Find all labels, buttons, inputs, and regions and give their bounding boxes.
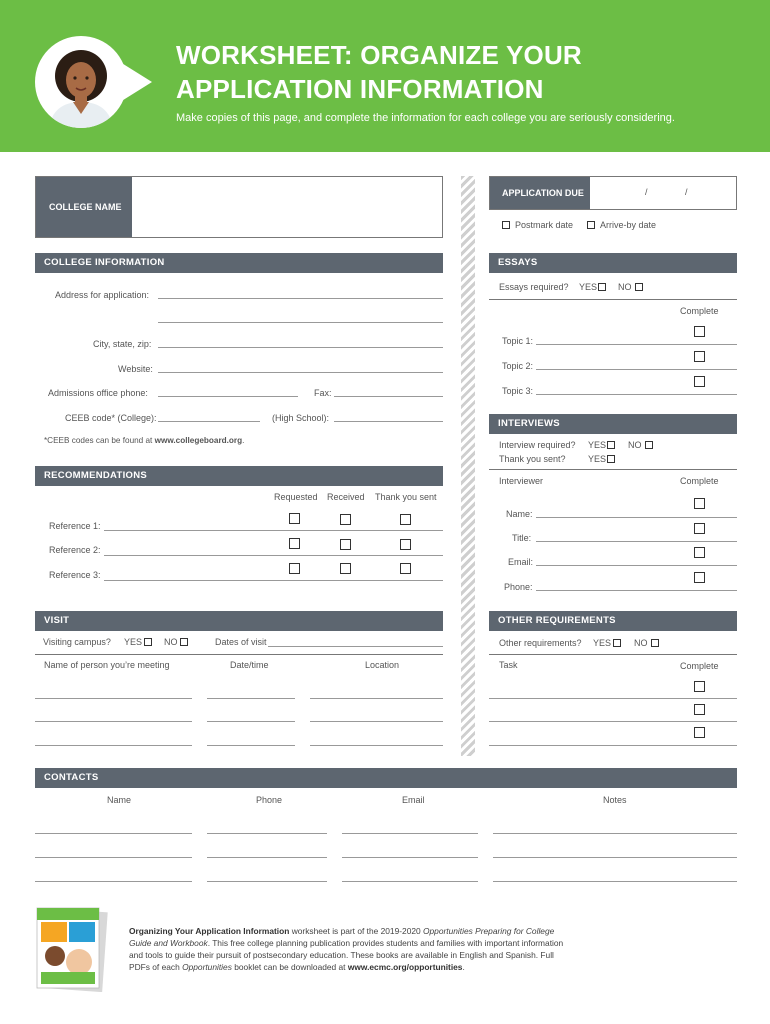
ref3-thanks-checkbox[interactable] [400, 563, 411, 574]
college-info-heading: COLLEGE INFORMATION [35, 253, 443, 273]
visit-datetime-line[interactable] [207, 721, 295, 722]
interviewer-phone-checkbox[interactable] [694, 572, 705, 583]
contact-phone-line[interactable] [207, 833, 327, 834]
fax-line[interactable] [334, 396, 443, 397]
interviewer-title-label: Title: [512, 533, 532, 543]
col-received: Received [327, 492, 365, 502]
col-person: Name of person you’re meeting [44, 660, 170, 670]
topic-2-label: Topic 2: [502, 361, 534, 371]
essays-heading: ESSAYS [489, 253, 737, 273]
task-checkbox[interactable] [694, 704, 705, 715]
reference-2-label: Reference 2: [49, 545, 101, 555]
interviewer-title-checkbox[interactable] [694, 523, 705, 534]
reference-3-label: Reference 3: [49, 570, 101, 580]
hatched-divider [461, 176, 475, 756]
interviewer-name-label: Name: [506, 509, 533, 519]
contact-phone-line[interactable] [207, 881, 327, 882]
visit-person-line[interactable] [35, 745, 192, 746]
avatar [35, 36, 127, 128]
thanks-yes-checkbox[interactable] [607, 455, 615, 463]
contacts-col-name: Name [107, 795, 132, 805]
ref2-received-checkbox[interactable] [340, 539, 351, 550]
topic-3-label: Topic 3: [502, 386, 534, 396]
address-label: Address for application: [55, 290, 150, 300]
opportunities-link[interactable]: www.ecmc.org/opportunities [347, 962, 463, 972]
footer-description: Organizing Your Application Information worksheet is part of the 2019-2020 Opportunities Preparing for College Guide and Workbook. This free college planning publication provides students and families with important information and tools to guide their pursuit of postsecondary education. These books are available in English and Spanish. Full PDFs of each Opportunities booklet can be downloaded at www.ecmc.org/opportunities. [129, 926, 564, 972]
essays-required-label: Essays required? [499, 282, 569, 292]
contact-name-line[interactable] [35, 881, 192, 882]
interviewer-name-checkbox[interactable] [694, 498, 705, 509]
interviews-divider [489, 469, 737, 470]
visit-heading: VISIT [35, 611, 443, 631]
essays-no-checkbox[interactable] [635, 283, 643, 291]
col-requested: Requested [274, 492, 318, 502]
interview-yes-checkbox[interactable] [607, 441, 615, 449]
essays-no-label: NO [618, 282, 632, 292]
visit-datetime-line[interactable] [207, 745, 295, 746]
dates-of-visit-label: Dates of visit [215, 637, 267, 647]
contact-email-line[interactable] [342, 881, 478, 882]
interviewer-header: Interviewer [499, 476, 544, 486]
topic-2-line[interactable] [536, 369, 737, 370]
interviewer-email-label: Email: [508, 557, 534, 567]
ref2-thanks-checkbox[interactable] [400, 539, 411, 550]
contacts-col-phone: Phone [256, 795, 283, 805]
contact-notes-line[interactable] [493, 833, 737, 834]
ref3-requested-checkbox[interactable] [289, 563, 300, 574]
reference-1-label: Reference 1: [49, 521, 101, 531]
college-name-label: COLLEGE NAME [36, 177, 132, 237]
other-complete-header: Complete [680, 661, 719, 671]
contacts-col-email: Email [402, 795, 425, 805]
city-line[interactable] [158, 347, 443, 348]
application-due-label: APPLICATION DUE [490, 177, 590, 209]
date-separator: / [645, 187, 648, 197]
task-line[interactable] [489, 745, 737, 746]
topic-3-checkbox[interactable] [694, 376, 705, 387]
address-line-2[interactable] [158, 322, 443, 323]
visit-location-line[interactable] [310, 745, 443, 746]
topic-1-line[interactable] [536, 344, 737, 345]
interview-yes-label: YES [588, 440, 607, 450]
contacts-col-notes: Notes [603, 795, 627, 805]
arrive-by-checkbox[interactable] [587, 221, 595, 229]
interviewer-name-line[interactable] [536, 517, 737, 518]
contact-name-line[interactable] [35, 857, 192, 858]
postmark-checkbox[interactable] [502, 221, 510, 229]
ref1-thanks-checkbox[interactable] [400, 514, 411, 525]
page-subtitle: Make copies of this page, and complete the information for each college you are seriously considering. [176, 112, 675, 124]
contact-email-line[interactable] [342, 833, 478, 834]
interview-required-label: Interview required? [499, 440, 576, 450]
interview-no-label: NO [628, 440, 642, 450]
city-label: City, state, zip: [93, 339, 152, 349]
topic-1-checkbox[interactable] [694, 326, 705, 337]
contacts-heading: CONTACTS [35, 768, 737, 788]
header-banner [0, 0, 770, 152]
interviews-heading: INTERVIEWS [489, 414, 737, 434]
interviewer-email-line[interactable] [536, 565, 737, 566]
reference-3-line[interactable] [104, 580, 443, 581]
fax-label: Fax: [314, 388, 332, 398]
ceeb-hs-line[interactable] [334, 421, 443, 422]
interviewer-phone-label: Phone: [504, 582, 533, 592]
visit-person-line[interactable] [35, 698, 192, 699]
essays-complete-header: Complete [680, 306, 719, 316]
col-thank-you-sent: Thank you sent [375, 492, 437, 502]
website-label: Website: [118, 364, 153, 374]
col-datetime: Date/time [230, 660, 269, 670]
contact-notes-line[interactable] [493, 881, 737, 882]
visit-yes-label: YES [124, 637, 143, 647]
ref1-received-checkbox[interactable] [340, 514, 351, 525]
visiting-campus-label: Visiting campus? [43, 637, 111, 647]
ref2-requested-checkbox[interactable] [289, 538, 300, 549]
interviews-complete-header: Complete [680, 476, 719, 486]
visit-datetime-line[interactable] [207, 698, 295, 699]
col-location: Location [365, 660, 400, 670]
topic-1-label: Topic 1: [502, 336, 534, 346]
website-line[interactable] [158, 372, 443, 373]
essays-yes-label: YES [579, 282, 598, 292]
interviewer-title-line[interactable] [536, 541, 737, 542]
task-checkbox[interactable] [694, 727, 705, 738]
ceeb-note: *CEEB codes can be found at www.collegeboard.org. [44, 436, 245, 445]
topic-2-checkbox[interactable] [694, 351, 705, 362]
admissions-phone-label: Admissions office phone: [48, 388, 148, 398]
postmark-label: Postmark date [515, 220, 574, 230]
date-separator: / [685, 187, 688, 197]
ceeb-college-line[interactable] [158, 421, 260, 422]
ceeb-hs-label: (High School): [272, 413, 330, 423]
address-line-1[interactable] [158, 298, 443, 299]
task-header: Task [499, 660, 518, 670]
visit-no-checkbox[interactable] [180, 638, 188, 646]
thanks-yes-label: YES [588, 454, 607, 464]
interviewer-email-checkbox[interactable] [694, 547, 705, 558]
visit-divider [35, 654, 443, 655]
contact-phone-line[interactable] [207, 857, 327, 858]
guide-cover-image [35, 906, 111, 992]
essays-yes-checkbox[interactable] [598, 283, 606, 291]
visit-no-label: NO [164, 637, 178, 647]
visit-location-line[interactable] [310, 698, 443, 699]
ref3-received-checkbox[interactable] [340, 563, 351, 574]
page-title: WORKSHEET: ORGANIZE YOUR APPLICATION INFORMATION [176, 40, 582, 104]
reference-1-line[interactable] [104, 530, 443, 531]
topic-3-line[interactable] [536, 394, 737, 395]
other-requirements-heading: OTHER REQUIREMENTS [489, 611, 737, 631]
visit-person-line[interactable] [35, 721, 192, 722]
interviewer-phone-line[interactable] [536, 590, 737, 591]
other-no-checkbox[interactable] [651, 639, 659, 647]
dates-of-visit-line[interactable] [268, 646, 443, 647]
college-name-field[interactable] [35, 176, 443, 238]
ref1-requested-checkbox[interactable] [289, 513, 300, 524]
thank-you-sent-label: Thank you sent? [499, 454, 566, 464]
other-yes-checkbox[interactable] [613, 639, 621, 647]
application-due-field[interactable] [489, 176, 737, 210]
interview-no-checkbox[interactable] [645, 441, 653, 449]
contact-name-line[interactable] [35, 833, 192, 834]
contact-email-line[interactable] [342, 857, 478, 858]
essays-divider [489, 299, 737, 300]
visit-location-line[interactable] [310, 721, 443, 722]
task-line[interactable] [489, 698, 737, 699]
recommendations-heading: RECOMMENDATIONS [35, 466, 443, 486]
other-yes-label: YES [593, 638, 612, 648]
visit-yes-checkbox[interactable] [144, 638, 152, 646]
reference-2-line[interactable] [104, 555, 443, 556]
ceeb-college-label: CEEB code* (College): [65, 413, 157, 423]
ceeb-link[interactable]: www.collegeboard.org [154, 436, 243, 445]
other-divider [489, 654, 737, 655]
contact-notes-line[interactable] [493, 857, 737, 858]
admissions-phone-line[interactable] [158, 396, 298, 397]
other-no-label: NO [634, 638, 648, 648]
task-line[interactable] [489, 721, 737, 722]
arrive-by-label: Arrive-by date [600, 220, 657, 230]
other-requirements-label: Other requirements? [499, 638, 582, 648]
task-checkbox[interactable] [694, 681, 705, 692]
